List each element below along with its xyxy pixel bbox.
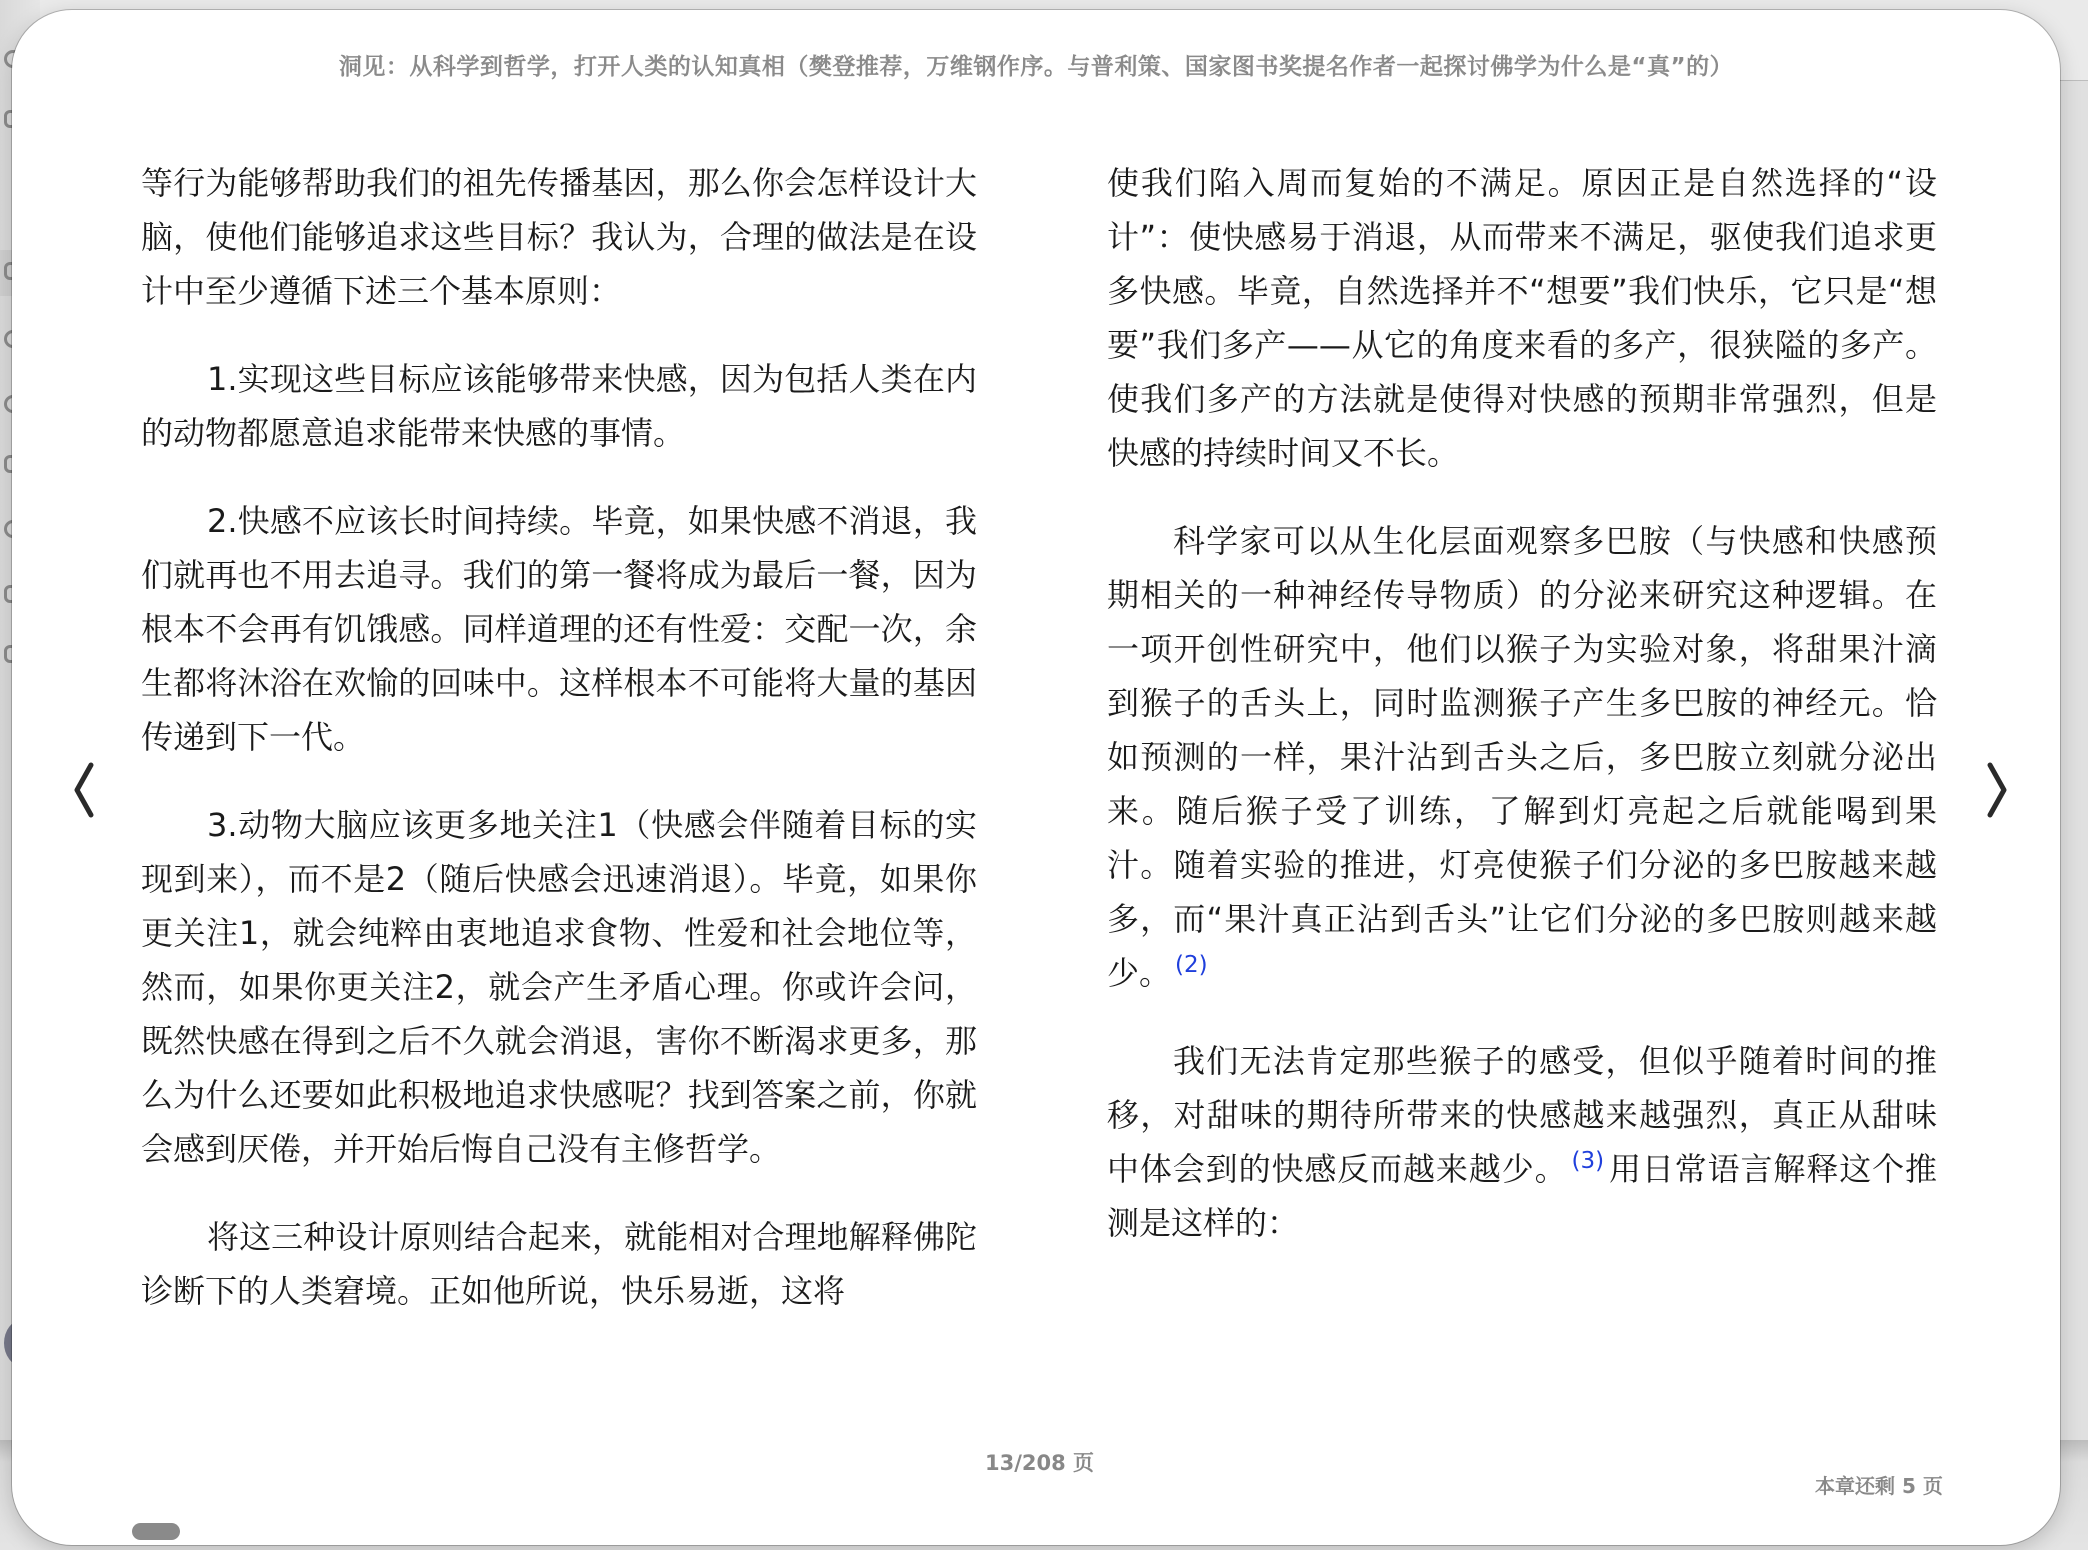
scroll-handle[interactable]	[132, 1523, 180, 1540]
reader-window	[12, 10, 2060, 1545]
paragraph	[1107, 514, 1937, 1000]
paragraph-text: 科学家可以从生化层面观察多巴胺（与快感和快感预期相关的一种神经传导物质）的分泌来研究这种逻辑。在一项开创性研究中，他们以猴子为实验对象，将甜果汁滴到猴子的舌头上，同时监测猴子产生多巴胺的神经元。恰如预测的一样，果汁沾到舌头之后，多巴胺立刻就分泌出来。随后猴子受了训练，了解到灯亮起之后就能喝到果汁。随着实验的推进，灯亮使猴子们分泌的多巴胺越来越多，而“果汁真正沾到舌头”让它们分泌的多巴胺则越来越少。	[1107, 522, 1937, 992]
chevron-right-icon	[1984, 761, 2010, 819]
paragraph	[1107, 156, 1937, 480]
left-page-column	[141, 156, 977, 1352]
paragraph	[1107, 1034, 1937, 1250]
paragraph: 2.快感不应该长时间持续。毕竟，如果快感不消退，我们就再也不用去追寻。我们的第一餐将成为最后一餐，因为根本不会再有饥饿感。同样道理的还有性爱：交配一次，余生都将沐浴在欢愉的回味中。这样根本不可能将大量的基因传递到下一代。	[141, 502, 977, 756]
footnote-link[interactable]: (3)	[1571, 1148, 1605, 1175]
page-number: 13/208 页	[985, 1451, 1095, 1475]
paragraph: 等行为能够帮助我们的祖先传播基因，那么你会怎样设计大脑，使他们能够追求这些目标？我认为，合理的做法是在设计中至少遵循下述三个基本原则：	[141, 164, 977, 310]
paragraph: 3.动物大脑应该更多地关注1（快感会伴随着目标的实现到来），而不是2（随后快感会迅速消退）。毕竟，如果你更关注1，就会纯粹由衷地追求食物、性爱和社会地位等，然而，如果你更关注2，就会产生矛盾心理。你或许会问，既然快感在得到之后不久就会消退，害你不断渴求更多，那么为什么还要如此积极地追求快感呢？找到答案之前，你就会感到厌倦，并开始后悔自己没有主修哲学。	[141, 806, 977, 1168]
paragraph: 将这三种设计原则结合起来，就能相对合理地解释佛陀诊断下的人类窘境。正如他所说，快乐易逝，这将	[141, 1218, 977, 1310]
footnote-link[interactable]: (2)	[1175, 952, 1208, 979]
chevron-left-icon	[71, 761, 97, 819]
paragraph-text: 使我们陷入周而复始的不满足。原因正是自然选择的“设计”：使快感易于消退，从而带来不满足，驱使我们追求更多快感。毕竟，自然选择并不“想要”我们快乐，它只是“想要”我们多产——从它的角度来看的多产，很狭隘的多产。使我们多产的方法就是使得对快感的预期非常强烈，但是快感的持续时间又不长。	[1107, 164, 1937, 472]
paragraph: 1.实现这些目标应该能够带来快感，因为包括人类在内的动物都愿意追求能带来快感的事情。	[141, 360, 977, 452]
book-title: 洞见：从科学到哲学，打开人类的认知真相（樊登推荐，万维钢作序。与普利策、国家图书奖提名作者一起探讨佛学为什么是“真”的）	[338, 54, 1734, 80]
chapter-remaining-pages: 本章还剩 5 页	[1815, 1474, 1943, 1498]
right-page-column	[1107, 156, 1937, 1284]
next-page-button[interactable]	[1977, 755, 2017, 825]
paragraph-text: 用日常语言解释这个推测是这样的：	[1107, 1150, 1937, 1242]
paragraph-text: 我们无法肯定那些猴子的感受，但似乎随着时间的推移，对甜味的期待所带来的快感越来越强烈，真正从甜味中体会到的快感反而越来越少。	[1107, 1042, 1937, 1188]
previous-page-button[interactable]	[64, 755, 104, 825]
